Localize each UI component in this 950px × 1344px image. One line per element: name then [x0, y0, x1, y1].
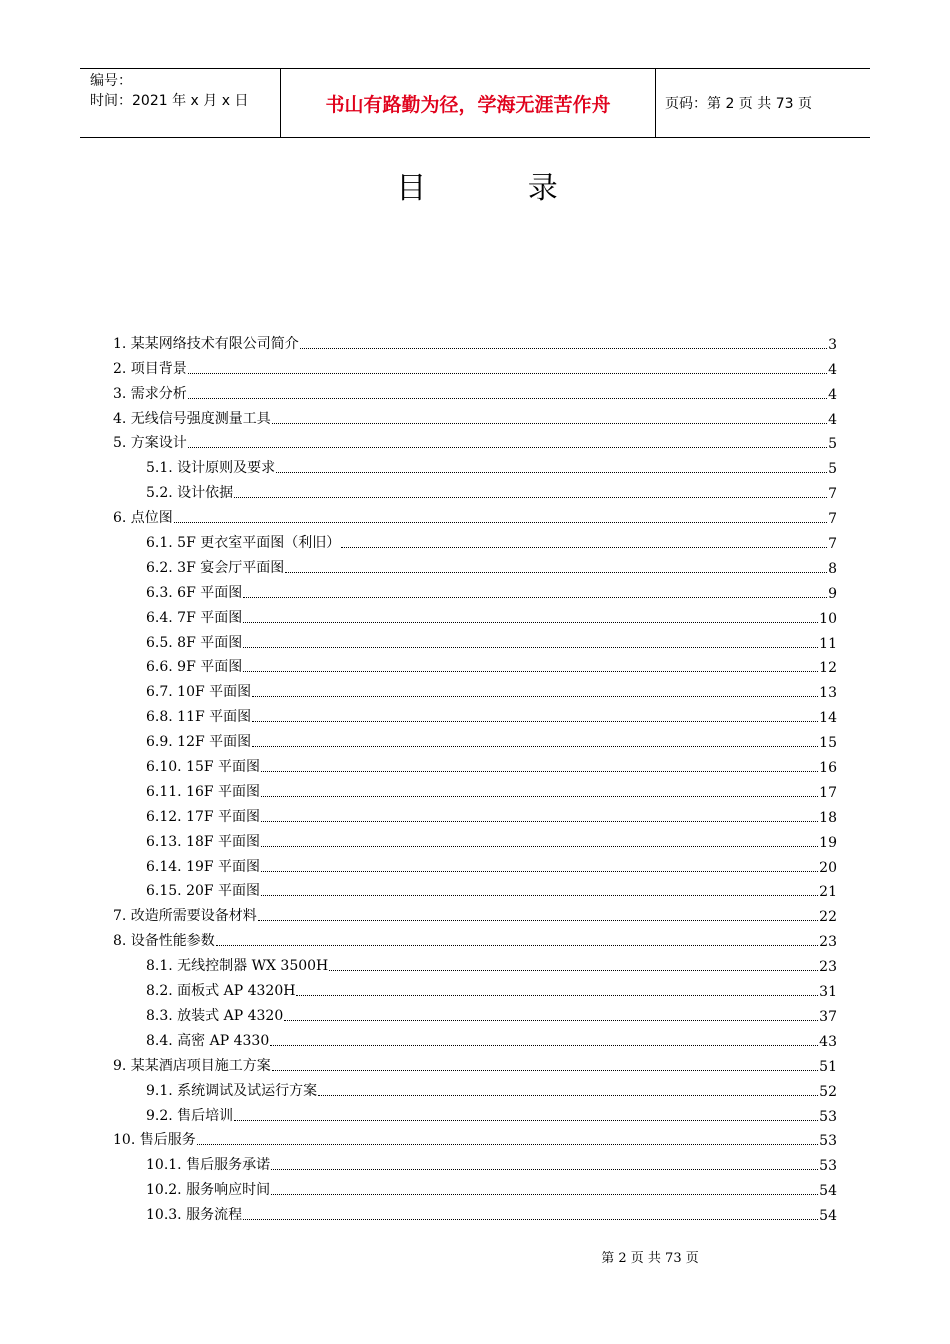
toc-leader-dots	[272, 1069, 818, 1071]
toc-entry-label: 8.2. 面板式 AP 4320H	[146, 983, 296, 1000]
page-title: 目 录	[396, 171, 604, 206]
toc-leader-dots	[271, 1168, 818, 1170]
toc-entry-label: 6.5. 8F 平面图	[146, 634, 243, 651]
toc-entry-label: 6.14. 19F 平面图	[146, 858, 261, 875]
toc-leader-dots	[300, 347, 827, 349]
header-motto: 书山有路勤为径，学海无涯苦作舟	[280, 69, 656, 137]
toc-entry-label: 8. 设备性能参数	[113, 933, 215, 950]
toc-leader-dots	[285, 571, 827, 573]
toc-leader-dots	[197, 1143, 818, 1145]
toc-entry-page: 16	[819, 760, 837, 777]
toc-entry-label: 10.2. 服务响应时间	[146, 1182, 271, 1199]
toc-entry-label: 6.10. 15F 平面图	[146, 759, 261, 776]
toc-leader-dots	[276, 471, 827, 473]
toc-entry[interactable]	[113, 328, 837, 353]
toc-entry-page: 54	[819, 1183, 837, 1200]
toc-leader-dots	[284, 1019, 818, 1021]
toc-entry-page: 23	[819, 959, 837, 976]
toc-entry[interactable]	[113, 477, 837, 502]
toc-entry-page: 21	[819, 884, 837, 901]
document-number-label: 编号：	[90, 73, 132, 89]
toc-entry-label: 6.1. 5F 更衣室平面图（利旧）	[146, 535, 341, 552]
toc-leader-dots	[318, 1094, 818, 1096]
toc-leader-dots	[252, 745, 818, 747]
toc-entry-label: 10.3. 服务流程	[146, 1207, 243, 1224]
toc-entry-page: 20	[819, 859, 837, 876]
toc-entry[interactable]	[113, 627, 837, 652]
toc-entry[interactable]	[113, 925, 837, 950]
toc-entry-page: 10	[819, 610, 837, 627]
toc-entry-label: 1. 某某网络技术有限公司简介	[113, 335, 299, 352]
toc-entry[interactable]	[113, 502, 837, 527]
toc-entry-page: 43	[819, 1033, 837, 1050]
page-footer: 第 2 页 共 73 页	[601, 1251, 699, 1266]
toc-leader-dots	[234, 1119, 818, 1121]
toc-leader-dots	[188, 372, 827, 374]
toc-entry[interactable]	[113, 1075, 837, 1100]
toc-leader-dots	[234, 496, 827, 498]
toc-leader-dots	[258, 919, 818, 921]
header-page-info: 页码：第 2 页 共 73 页	[665, 96, 812, 112]
toc-entry-page: 31	[819, 984, 837, 1001]
toc-leader-dots	[329, 969, 818, 971]
toc-entry-label: 6. 点位图	[113, 510, 173, 527]
toc-leader-dots	[174, 521, 827, 523]
toc-leader-dots	[243, 646, 818, 648]
toc-entry-label: 10.1. 售后服务承诺	[146, 1157, 271, 1174]
toc-entry[interactable]	[113, 1125, 837, 1150]
toc-leader-dots	[271, 1193, 818, 1195]
toc-entry-page: 4	[828, 386, 837, 403]
toc-leader-dots	[252, 720, 818, 722]
toc-entry[interactable]	[113, 701, 837, 726]
toc-entry-label: 7. 改造所需要设备材料	[113, 908, 257, 925]
toc-entry[interactable]	[113, 1050, 837, 1075]
toc-entry[interactable]	[113, 527, 837, 552]
toc-leader-dots	[341, 546, 827, 548]
toc-entry-label: 6.9. 12F 平面图	[146, 734, 252, 751]
toc-entry-page: 8	[828, 560, 837, 577]
toc-entry[interactable]	[113, 801, 837, 826]
toc-entry-label: 6.11. 16F 平面图	[146, 783, 261, 800]
table-of-contents	[113, 328, 837, 1224]
toc-leader-dots	[261, 894, 818, 896]
toc-entry[interactable]	[113, 403, 837, 428]
toc-leader-dots	[261, 820, 818, 822]
toc-leader-dots	[252, 695, 818, 697]
toc-entry-label: 3. 需求分析	[113, 385, 187, 402]
toc-leader-dots	[243, 670, 818, 672]
toc-entry-label: 2. 项目背景	[113, 360, 187, 377]
toc-entry-label: 9.1. 系统调试及试运行方案	[146, 1082, 318, 1099]
toc-entry[interactable]	[113, 1100, 837, 1125]
toc-entry-label: 6.12. 17F 平面图	[146, 808, 261, 825]
toc-entry[interactable]	[113, 676, 837, 701]
toc-leader-dots	[296, 994, 818, 996]
toc-entry-page: 23	[819, 934, 837, 951]
toc-entry[interactable]	[113, 378, 837, 403]
toc-entry[interactable]	[113, 1000, 837, 1025]
toc-leader-dots	[188, 446, 827, 448]
toc-entry-label: 6.4. 7F 平面图	[146, 609, 243, 626]
toc-entry-label: 8.3. 放装式 AP 4320	[146, 1007, 284, 1024]
toc-entry-page: 4	[828, 411, 837, 428]
toc-entry[interactable]	[113, 1149, 837, 1174]
toc-entry-page: 7	[828, 511, 837, 528]
toc-entry-label: 6.7. 10F 平面图	[146, 684, 252, 701]
toc-entry-page: 11	[819, 635, 837, 652]
toc-leader-dots	[261, 770, 818, 772]
toc-entry[interactable]	[113, 826, 837, 851]
document-time-label: 时间：2021 年 x 月 x 日	[90, 93, 249, 109]
toc-entry-page: 18	[819, 809, 837, 826]
toc-entry-label: 6.13. 18F 平面图	[146, 833, 261, 850]
toc-entry-label: 5. 方案设计	[113, 435, 187, 452]
toc-leader-dots	[272, 422, 827, 424]
toc-entry[interactable]	[113, 577, 837, 602]
toc-entry-label: 6.3. 6F 平面图	[146, 584, 243, 601]
toc-entry-label: 9.2. 售后培训	[146, 1107, 234, 1124]
toc-entry[interactable]	[113, 751, 837, 776]
toc-entry[interactable]	[113, 602, 837, 627]
toc-entry-label: 6.15. 20F 平面图	[146, 883, 261, 900]
toc-entry-label: 8.4. 高密 AP 4330	[146, 1032, 270, 1049]
toc-entry[interactable]	[113, 353, 837, 378]
toc-leader-dots	[243, 596, 827, 598]
toc-entry[interactable]	[113, 452, 837, 477]
toc-entry-page: 7	[828, 486, 837, 503]
toc-entry[interactable]	[113, 428, 837, 453]
toc-leader-dots	[243, 621, 818, 623]
toc-entry-page: 14	[819, 710, 837, 727]
toc-entry-page: 22	[819, 909, 837, 926]
toc-entry-label: 6.8. 11F 平面图	[146, 709, 252, 726]
toc-entry-page: 5	[828, 461, 837, 478]
toc-entry-label: 6.6. 9F 平面图	[146, 659, 243, 676]
toc-entry-page: 52	[819, 1083, 837, 1100]
toc-leader-dots	[243, 1218, 818, 1220]
toc-entry-page: 5	[828, 436, 837, 453]
toc-entry-page: 4	[828, 361, 837, 378]
toc-entry[interactable]	[113, 726, 837, 751]
toc-entry[interactable]	[113, 851, 837, 876]
toc-entry-page: 37	[819, 1008, 837, 1025]
toc-entry[interactable]	[113, 776, 837, 801]
toc-entry[interactable]	[113, 1025, 837, 1050]
toc-entry[interactable]	[113, 1199, 837, 1224]
toc-entry-page: 53	[819, 1108, 837, 1125]
toc-entry-page: 3	[828, 336, 837, 353]
toc-entry-label: 4. 无线信号强度测量工具	[113, 410, 271, 427]
toc-leader-dots	[261, 795, 818, 797]
toc-entry-label: 6.2. 3F 宴会厅平面图	[146, 559, 285, 576]
toc-entry-page: 9	[828, 585, 837, 602]
toc-entry-label: 9. 某某酒店项目施工方案	[113, 1057, 271, 1074]
toc-entry-label: 5.1. 设计原则及要求	[146, 460, 276, 477]
toc-leader-dots	[188, 397, 827, 399]
toc-entry[interactable]	[113, 950, 837, 975]
toc-entry-page: 17	[819, 784, 837, 801]
toc-entry-label: 5.2. 设计依据	[146, 485, 234, 502]
toc-entry-page: 53	[819, 1133, 837, 1150]
toc-leader-dots	[216, 944, 818, 946]
toc-entry-page: 54	[819, 1208, 837, 1225]
toc-entry-page: 7	[828, 536, 837, 553]
toc-entry-page: 12	[819, 660, 837, 677]
toc-entry[interactable]	[113, 900, 837, 925]
toc-leader-dots	[270, 1044, 818, 1046]
toc-entry[interactable]	[113, 652, 837, 677]
toc-entry-page: 53	[819, 1158, 837, 1175]
toc-entry[interactable]	[113, 1174, 837, 1199]
toc-entry-label: 10. 售后服务	[113, 1132, 196, 1149]
toc-leader-dots	[261, 845, 818, 847]
toc-entry-page: 13	[819, 685, 837, 702]
toc-entry[interactable]	[113, 975, 837, 1000]
toc-entry-label: 8.1. 无线控制器 WX 3500H	[146, 958, 329, 975]
toc-leader-dots	[261, 870, 818, 872]
toc-entry[interactable]	[113, 552, 837, 577]
toc-entry[interactable]	[113, 876, 837, 901]
document-header	[80, 68, 870, 138]
toc-entry-page: 19	[819, 834, 837, 851]
toc-entry-page: 51	[819, 1058, 837, 1075]
header-left-cell	[80, 69, 280, 137]
toc-entry-page: 15	[819, 735, 837, 752]
